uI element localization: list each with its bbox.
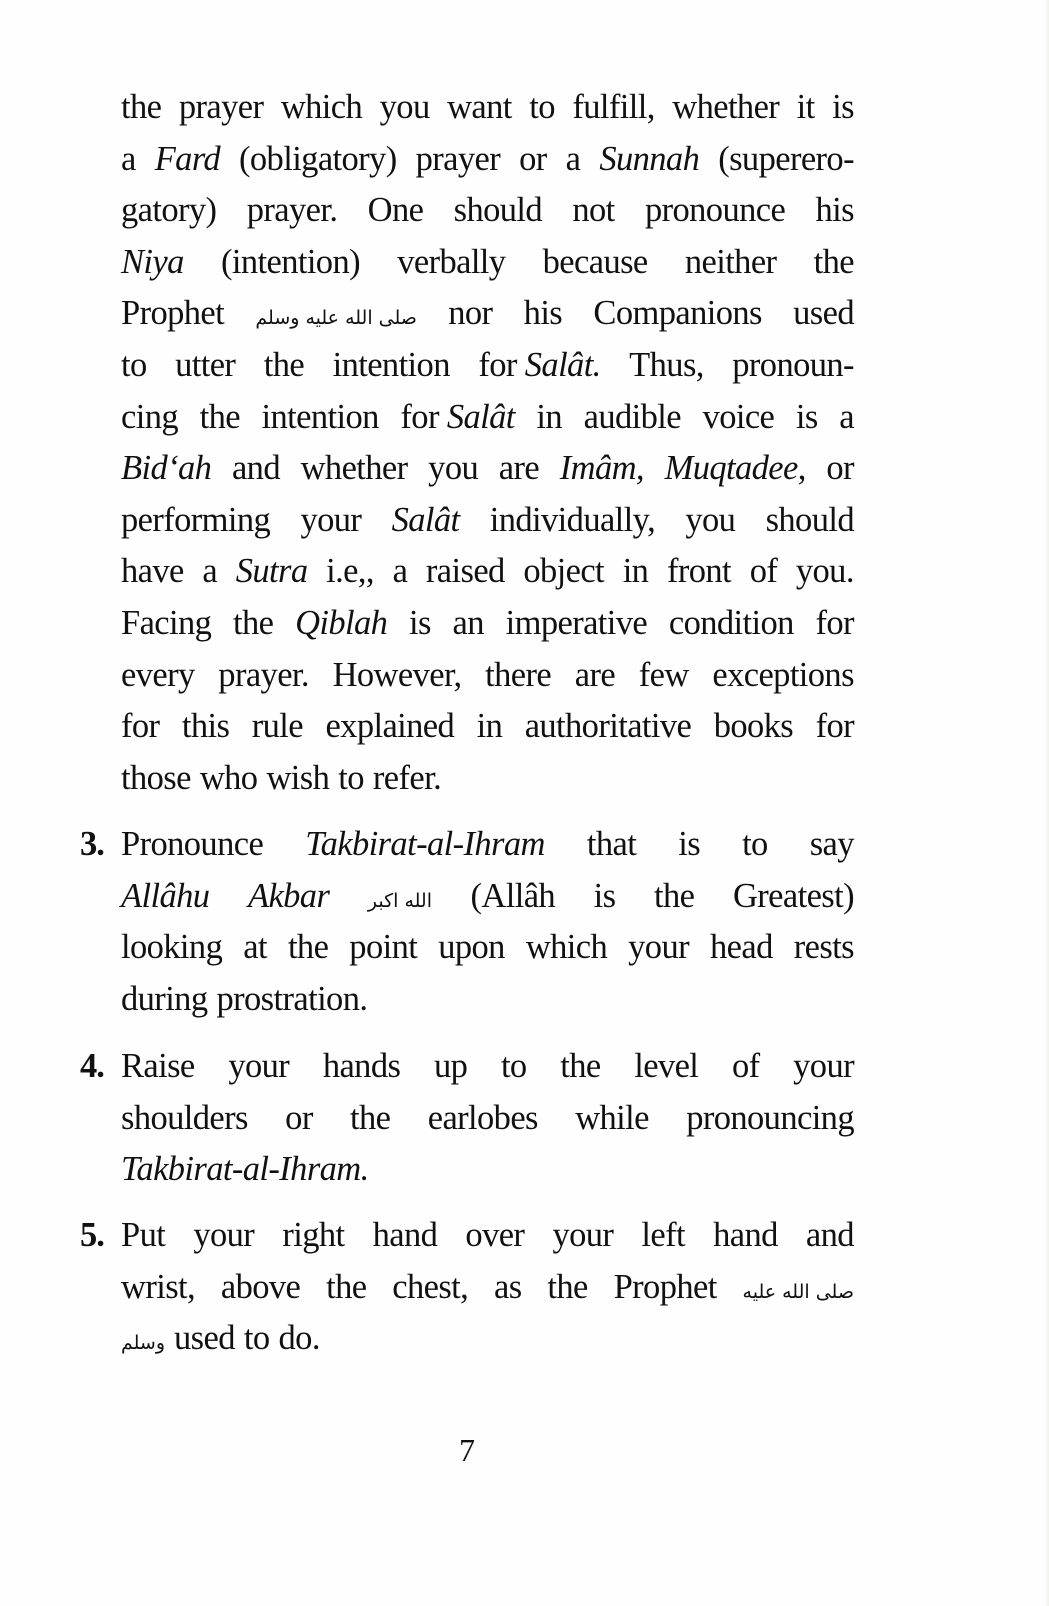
- word: explained: [325, 707, 455, 746]
- word: his: [815, 191, 854, 230]
- word: (superero-: [718, 139, 854, 178]
- word: looking: [121, 928, 223, 967]
- word: right: [282, 1216, 345, 1254]
- word: or: [519, 139, 547, 178]
- word: (intention): [220, 242, 360, 281]
- word: your: [300, 500, 362, 539]
- word: an: [452, 603, 484, 642]
- arabic-honorific: صلى الله عليه: [742, 1280, 854, 1303]
- word: Companions: [593, 294, 762, 333]
- text-line: [121, 598, 854, 650]
- word: a: [839, 397, 854, 436]
- word: every: [121, 655, 195, 694]
- word: authoritative: [524, 707, 692, 746]
- word: utter: [175, 345, 236, 384]
- word: prayer: [178, 88, 264, 126]
- word: for Salât: [400, 397, 515, 436]
- word: over: [465, 1216, 525, 1254]
- word: Pronounce: [121, 825, 264, 863]
- text-line: [121, 185, 854, 237]
- word: whether: [672, 88, 780, 126]
- word: in: [622, 552, 649, 591]
- word: pronouncing: [686, 1098, 854, 1137]
- text-line: [121, 819, 854, 871]
- italic-term: Takbirat-al-Ihram.: [121, 1150, 369, 1189]
- text-line: [121, 650, 854, 702]
- word: for: [121, 707, 160, 746]
- text-line: [121, 82, 854, 134]
- word: neither: [684, 242, 777, 281]
- word: rule: [251, 707, 304, 746]
- word: shoulders: [121, 1098, 248, 1137]
- word: is: [795, 397, 818, 436]
- word: Prophet: [121, 294, 225, 333]
- text-line: [121, 237, 854, 289]
- word: condition: [668, 603, 794, 642]
- text-line: [121, 701, 854, 753]
- arabic-honorific: صلى الله عليه وسلم: [255, 307, 417, 330]
- word: say: [809, 825, 854, 863]
- word: the: [560, 1047, 601, 1085]
- word: to: [121, 345, 147, 384]
- word: intention: [261, 397, 379, 436]
- word: do.: [278, 1319, 320, 1358]
- word: the: [287, 928, 329, 967]
- word: and: [805, 1216, 854, 1254]
- word: or: [285, 1098, 313, 1137]
- word: the: [813, 242, 854, 281]
- word: head: [710, 928, 773, 967]
- word: to: [338, 758, 364, 797]
- word: your: [193, 1216, 255, 1254]
- page-edge: [1045, 0, 1049, 1606]
- italic-term: Niya: [121, 242, 184, 281]
- italic-term: Salât: [391, 500, 460, 539]
- word: used: [174, 1319, 235, 1358]
- italic-term: Bid‘ah: [121, 449, 212, 488]
- word: verbally: [397, 242, 506, 281]
- word: pronounce: [644, 191, 786, 230]
- word: Raise: [121, 1047, 195, 1085]
- word: who: [199, 758, 258, 797]
- word: point: [349, 928, 418, 967]
- word: there: [485, 655, 552, 694]
- word: intention: [332, 345, 450, 384]
- text-line: [121, 546, 854, 598]
- text-line: [121, 443, 854, 495]
- word: to: [742, 825, 768, 863]
- text-line: [121, 1262, 854, 1314]
- word: rests: [793, 928, 854, 967]
- word: prayer: [415, 139, 501, 178]
- italic-term: Allâhu: [121, 876, 210, 915]
- word: or: [826, 449, 854, 488]
- word: (obligatory): [239, 139, 397, 178]
- text-line: [121, 871, 854, 923]
- word: Facing: [121, 603, 212, 642]
- word: above: [220, 1267, 301, 1306]
- word: while: [575, 1098, 649, 1137]
- word: Put: [121, 1216, 166, 1254]
- word: the: [547, 1267, 588, 1306]
- italic-term: Akbar: [247, 876, 330, 915]
- text-line: [121, 753, 854, 805]
- word: the: [326, 1267, 367, 1306]
- word: performing: [121, 500, 271, 539]
- word: hand: [713, 1216, 778, 1254]
- word: Muqtadee,: [664, 449, 806, 488]
- page-number: 7: [459, 1432, 475, 1468]
- word: your: [228, 1047, 290, 1085]
- word: a: [202, 552, 218, 591]
- word: exceptions: [712, 655, 854, 694]
- word: at: [243, 928, 267, 967]
- word: level: [634, 1047, 699, 1085]
- word: prostration.: [216, 979, 368, 1018]
- word: wish: [266, 758, 330, 797]
- text-line: [121, 1144, 854, 1196]
- list-number: 5.: [80, 1216, 104, 1254]
- word: hands: [322, 1047, 401, 1085]
- italic-term: Qiblah: [295, 603, 388, 642]
- word: of: [731, 1047, 760, 1085]
- word: refer.: [372, 758, 442, 797]
- word: individually,: [489, 500, 656, 539]
- word: during: [121, 979, 208, 1018]
- word: books: [713, 707, 794, 746]
- word: your: [793, 1047, 854, 1085]
- list-number: 3.: [80, 825, 104, 863]
- text-line: [121, 1093, 854, 1145]
- text-line: [121, 340, 854, 392]
- list-item-body: [121, 1210, 854, 1365]
- list-item-body: [121, 1041, 854, 1196]
- word: his: [523, 294, 563, 333]
- word: prayer.: [246, 191, 338, 230]
- word: the: [233, 603, 274, 642]
- word: voice: [702, 397, 775, 436]
- word: in: [476, 707, 503, 746]
- word: wrist,: [121, 1267, 196, 1306]
- word: are: [574, 655, 616, 694]
- word: not: [572, 191, 615, 230]
- word: audible: [583, 397, 681, 436]
- word: of: [749, 552, 778, 591]
- word: used: [793, 294, 854, 333]
- word: you: [428, 449, 479, 488]
- word: for: [815, 603, 854, 642]
- intro-paragraph: [121, 82, 854, 804]
- word: as: [494, 1267, 522, 1306]
- word: that: [586, 825, 637, 863]
- word: which: [525, 928, 608, 967]
- text-line: [121, 1041, 854, 1093]
- word: up: [433, 1047, 468, 1085]
- word: hand: [372, 1216, 438, 1254]
- word: a: [121, 139, 136, 178]
- word: Greatest): [732, 876, 854, 915]
- italic-term: Imâm,: [559, 449, 644, 488]
- word: is: [678, 825, 701, 863]
- word: chest,: [392, 1267, 469, 1306]
- word: However,: [332, 655, 462, 694]
- word: a: [565, 139, 581, 178]
- word: is: [409, 603, 431, 642]
- arabic-honorific: الله اكبر: [367, 889, 432, 912]
- text-line: [121, 922, 854, 974]
- word: pronoun-: [732, 345, 854, 384]
- word: nor: [448, 294, 493, 333]
- word: to: [243, 1319, 270, 1358]
- word: One: [367, 191, 424, 230]
- word: raised: [425, 552, 505, 591]
- word: it: [796, 88, 815, 126]
- word: are: [498, 449, 540, 488]
- word: is: [593, 876, 616, 915]
- word: in: [536, 397, 563, 436]
- word: is: [832, 88, 854, 126]
- italic-term: Takbirat-al-Ihram: [305, 825, 545, 863]
- text-line: [121, 288, 854, 340]
- word: imperative: [505, 603, 648, 642]
- word: which: [280, 88, 363, 126]
- word: left: [641, 1216, 685, 1254]
- list-number: 4.: [80, 1047, 104, 1085]
- word: cing: [121, 397, 178, 436]
- word: have: [121, 552, 184, 591]
- word: earlobes: [427, 1098, 538, 1137]
- word: the: [121, 88, 162, 126]
- word: gatory): [121, 191, 217, 230]
- text-line: [121, 134, 854, 186]
- word: the: [199, 397, 240, 436]
- word: object: [523, 552, 605, 591]
- word: a: [392, 552, 408, 591]
- word: for: [815, 707, 854, 746]
- word: Prophet: [613, 1267, 717, 1306]
- word: the: [350, 1098, 391, 1137]
- word: the: [654, 876, 695, 915]
- word: for Salât.: [478, 345, 601, 384]
- word: and: [231, 449, 280, 488]
- word: whether: [300, 449, 408, 488]
- word: your: [628, 928, 689, 967]
- text-line: [121, 392, 854, 444]
- text-line: [121, 1313, 854, 1365]
- word: (Allâh: [470, 876, 556, 915]
- arabic-honorific: وسلم: [121, 1332, 166, 1355]
- text-line: [121, 495, 854, 547]
- list-item-body: [121, 819, 854, 1025]
- word: Thus,: [629, 345, 704, 384]
- word: should: [765, 500, 854, 539]
- word: your: [552, 1216, 614, 1254]
- text-line: [121, 1210, 854, 1262]
- word: should: [453, 191, 543, 230]
- word: you.: [795, 552, 854, 591]
- word: those: [121, 758, 191, 797]
- word: upon: [438, 928, 505, 967]
- word: prayer.: [218, 655, 309, 694]
- word: you: [685, 500, 736, 539]
- word: the: [263, 345, 305, 384]
- word: you: [379, 88, 430, 126]
- word: because: [542, 242, 648, 281]
- word: front: [666, 552, 732, 591]
- word: to: [529, 88, 555, 126]
- italic-term: Sunnah: [599, 139, 700, 178]
- word: want: [447, 88, 512, 126]
- text-line: [121, 974, 854, 1026]
- italic-term: Fard: [154, 139, 221, 178]
- word: this: [181, 707, 230, 746]
- word: i.e,,: [326, 552, 374, 591]
- word: to: [500, 1047, 527, 1085]
- italic-term: Sutra: [235, 552, 308, 591]
- word: few: [638, 655, 689, 694]
- word: fulfill,: [572, 88, 655, 126]
